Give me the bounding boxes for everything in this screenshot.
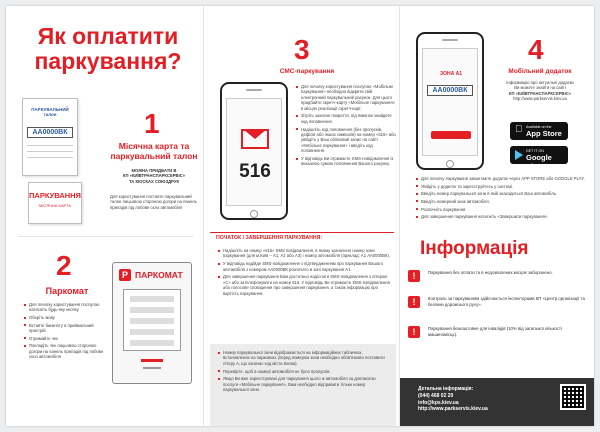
alert-icon: ! — [408, 326, 420, 338]
list-item: Номер паркувальної зони відображається на інформаційних табличках, встановлених на парковках (перед номером зони необхідно обов'язково поставити літеру А, що означає код міста Києва). — [218, 350, 390, 366]
list-item: Отримайте чек — [24, 336, 108, 341]
phone-screen — [226, 98, 282, 206]
envelope-icon — [241, 129, 269, 149]
app-screen — [422, 48, 478, 156]
contact-info — [418, 386, 488, 413]
list-item: Для початку користування послугою «Мобільне паркування» необхідно відкрити свій електронний паркувальний рахунок. Для цього придбайте скретч-карту «Мобільне паркування» в місцях реалізації скретч-карт. — [296, 84, 396, 111]
parking-icon: P — [119, 269, 131, 281]
list-item: Зітріть захисне покриття, під яким ви знайдете код поповнення. — [296, 113, 396, 124]
list-item: Оберіть мову — [24, 315, 108, 320]
apple-icon — [515, 125, 523, 135]
step-2-title: Паркомат — [45, 286, 89, 296]
step-1-number: 1 — [144, 108, 160, 139]
play-icon — [515, 150, 523, 160]
page-title: Як оплатити паркування? — [34, 23, 182, 75]
list-item: Надішліть на номер «516» SMS повідомлення, в якому зазначено номер зони паркування (для м.Київ – А1, А2 або А3) і номер автомобіля (приклад: А1 АА0000ВК). — [218, 248, 392, 259]
list-item: Перевірте, щоб в номері автомобіля не було пропусків. — [218, 369, 390, 374]
notes-box — [210, 344, 396, 426]
step-2-number: 2 — [56, 250, 72, 281]
qr-code-icon — [560, 384, 586, 410]
sms-number: 516 — [239, 161, 271, 182]
start-stop-steps — [218, 248, 392, 298]
license-plate: АА0000ВК — [427, 85, 473, 96]
step-4-number: 4 — [528, 34, 544, 65]
phone-app-illustration — [416, 32, 484, 170]
info-item: ! Паркування безкоштовне для інвалідів (10% від загальної кількості машиномісць). — [408, 326, 588, 346]
app-start-button — [431, 131, 471, 139]
coin-slot — [141, 359, 163, 362]
list-item: Надішліть код поповнення (без пропусків, дефісів або інших символів) на номер «516» або увійдіть у Ваш обліковий запис на сайті «Мобільне паркування» і введіть код поповнення. — [296, 127, 396, 154]
license-plate: АА0000ВК — [27, 127, 73, 138]
step-1-title: Місячна карта та паркувальний талон — [110, 141, 198, 161]
list-item: У відповідь Ви отримаєте SMS-повідомлення із вказаною сумою поповнення Вашого рахунку. — [296, 156, 396, 167]
monthly-card-subtitle: МІСЯЧНА КАРТА — [38, 203, 72, 208]
contact-phone[interactable]: (044) 468 02 20 — [418, 392, 454, 399]
list-item: Введіть номерний знак автомобіля. — [416, 199, 588, 204]
list-item: Вставте банкноту в приймальний пристрій — [24, 323, 108, 334]
step-3-number: 3 — [294, 34, 310, 65]
start-stop-title: ПОЧАТОК / ЗАВЕРШЕННЯ ПАРКУВАННЯ: — [216, 235, 323, 241]
fold-line — [203, 6, 204, 426]
parking-meter-label: ПАРКОМАТ — [135, 270, 183, 280]
list-item: Увійдіть у додаток та зареєструйтесь у системі. — [416, 184, 588, 189]
app-steps — [416, 176, 588, 222]
list-item: Для початку користування послугою натисніть будь-яку кнопку — [24, 302, 108, 313]
sms-setup-steps — [296, 84, 396, 169]
parking-meter-illustration — [112, 262, 192, 384]
google-play-badge[interactable]: GET IT ON Google Play — [510, 146, 568, 164]
purchase-info: МОЖНА ПРИДБАТИ В КП «КИЇВТРАНСПАРКСЕРВІС» ТА КІОСКАХ СОЮЗДРУК — [122, 168, 186, 184]
alert-icon: ! — [408, 270, 420, 282]
info-item: ! Контроль за паркуванням здійснюється інспекторами КП «Центр організації та безпеки дорожнього руху». — [408, 296, 588, 320]
contact-footer — [400, 378, 594, 426]
fold-line — [399, 6, 400, 426]
list-item: Введіть номер паркувальної зони в якій знаходиться Ваш автомобіль. — [416, 191, 588, 196]
info-item: ! Паркування без оплати та в недозволених місцях заборонено. — [408, 270, 588, 290]
list-item: Покладіть чек лицьовою стороною догори на панель приладів під лобове скло автомобіля — [24, 343, 108, 359]
monthly-card-title: ПАРКУВАННЯ — [29, 191, 81, 200]
list-item: Якщо Ви вже зареєстровані для паркування цього ж автомобіля за допомогою послуги «Мобільне паркування», Вам необхідно відправити тільки номер паркувальної зони. — [218, 376, 390, 392]
phone-illustration — [220, 82, 288, 220]
monthly-card — [28, 182, 82, 224]
step-4-title: Мобільний додаток — [508, 68, 572, 75]
contact-url[interactable]: http://www.parkservis.kiev.ua — [418, 406, 488, 413]
alert-icon: ! — [408, 296, 420, 308]
zone-label: ЗОНА А1 — [440, 71, 462, 77]
app-store-badge[interactable]: Available on the App Store — [510, 122, 568, 140]
app-info-text: Інформацію про актуальні додатки Ви можете знайти на сайті КП «КИЇВТРАНСПАРКСЕРВІС» http://www.parkservis.kiev.ua — [492, 80, 588, 102]
ticket-usage-text: Для користування поставте паркувальний талон лицьовою стороною догори на панель приладів під лобове скло автомобіля — [110, 194, 197, 210]
ticket-label: ПАРКУВАЛЬНИЙ талон — [31, 107, 69, 117]
brochure-sheet — [6, 6, 594, 426]
parking-meter-steps — [24, 302, 108, 362]
list-item: Для завершення паркування натисніть «Завершити паркування». — [416, 214, 588, 219]
list-item: Для завершення паркування Вам достатньо надіслати SMS-повідомлення з літерою «С» або зателефонувати на номер 516. У відповідь Ви отримаєте SMS-повідомлення або голосове сповіщення про завершення паркування, а також інформацію про вартість паркування. — [218, 274, 392, 296]
website-link[interactable]: http://www.parkservis.kiev.ua — [513, 96, 567, 102]
step-3-title: СМС-паркування — [279, 68, 335, 75]
contact-title: Детальна інформація: — [418, 386, 474, 392]
meter-screen — [123, 289, 181, 351]
parking-ticket-card — [22, 98, 78, 176]
info-title: Інформація — [420, 238, 529, 259]
list-item: Розпочніть паркування. — [416, 207, 588, 212]
list-item: Для початку паркування завантажте додаток через APP STORE або GOOGLE PLAY. — [416, 176, 588, 181]
contact-email[interactable]: info@kps.kiev.ua — [418, 399, 459, 406]
list-item: У відповідь надійде SMS-повідомлення з підтвердженням про паркування Вашого автомобіля з номером АА0000ВК розпочато в зоні паркування А1. — [218, 261, 392, 272]
